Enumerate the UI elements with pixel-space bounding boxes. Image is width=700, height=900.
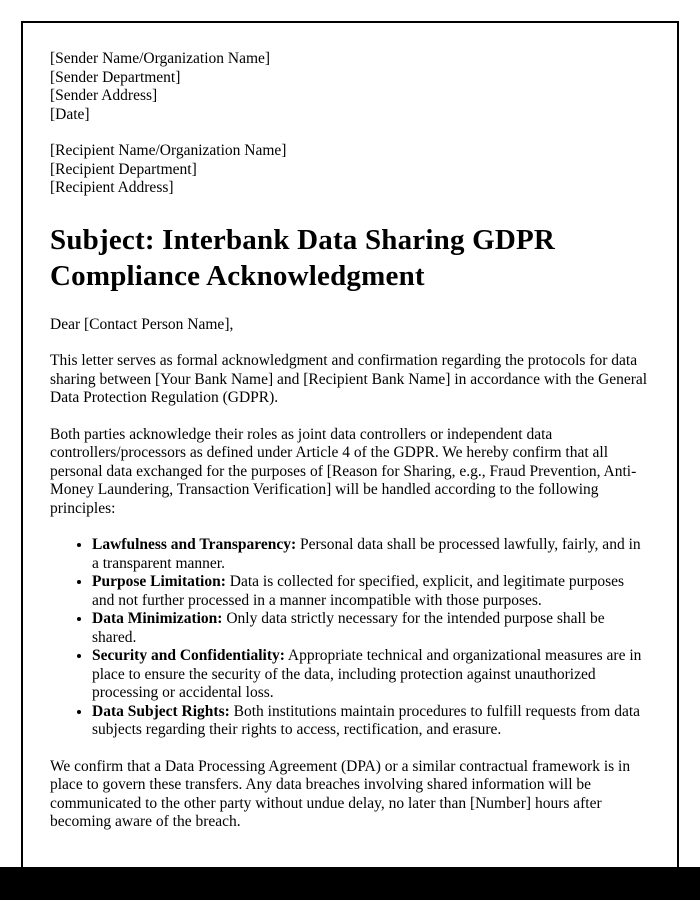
sender-name: [Sender Name/Organization Name] <box>50 50 271 67</box>
principle-label: Purpose Limitation: <box>92 573 226 590</box>
recipient-name: [Recipient Name/Organization Name] <box>50 142 287 159</box>
principle-item <box>92 573 649 610</box>
principle-label: Lawfulness and Transparency: <box>92 536 297 553</box>
principles-list <box>50 536 649 740</box>
body-paragraph-1: This letter serves as formal acknowledgment and confirmation regarding the protocols for data sharing between [Your Bank Name] and [Recipient Bank Name] in accordance with the General Data Protection Regulation (GDPR). <box>50 352 648 406</box>
letter-date: [Date] <box>50 105 90 123</box>
letter-content <box>23 23 677 832</box>
bottom-crop-bar <box>0 867 700 900</box>
principle-label: Data Subject Rights: <box>92 702 230 720</box>
recipient-address: [Recipient Address] <box>50 179 174 196</box>
sender-address: [Sender Address] <box>50 87 158 104</box>
recipient-department: [Recipient Department] <box>50 160 197 178</box>
principle-item <box>92 610 649 647</box>
body-paragraph-2: Both parties acknowledge their roles as joint data controllers or independent data controllers/processors as defined under Article 4 of the GDPR. We hereby confirm that all personal data exchanged for the purposes of [Reason for Sharing, e.g., Fraud Prevention, Anti-Money Laundering, Transaction Verification] will be handled according to the following principles: <box>50 425 637 517</box>
sender-block <box>50 50 649 124</box>
principle-label: Security and Confidentiality: <box>92 647 285 664</box>
body-paragraph-3: We confirm that a Data Processing Agreement (DPA) or a similar contractual framework is in place to govern these transfers. Any data breaches involving shared information will be communicated to the other party without undue delay, no later than [Number] hours after becoming aware of the breach. <box>50 757 631 830</box>
principle-text: Both institutions maintain procedures to fulfill requests from data subjects regarding their rights to access, rectification, and erasure. <box>92 702 641 738</box>
sender-department: [Sender Department] <box>50 68 181 86</box>
principle-text: Appropriate technical and organizational measures are in place to ensure the security of the data, including protection against unauthorized processing or accidental loss. <box>92 647 642 701</box>
subject-heading: Subject: Interbank Data Sharing GDPR Compliance Acknowledgment <box>50 223 556 292</box>
principle-item <box>92 536 649 573</box>
recipient-block <box>50 142 649 198</box>
salutation: Dear [Contact Person Name], <box>50 315 234 333</box>
letter-page <box>21 21 679 868</box>
principle-label: Data Minimization: <box>92 610 223 627</box>
principle-item <box>92 703 649 740</box>
principle-text: Personal data shall be processed lawfully, fairly, and in a transparent manner. <box>92 536 641 572</box>
principle-text: Data is collected for specified, explicit, and legitimate purposes and not further processed in a manner incompatible with those purposes. <box>92 573 625 609</box>
principle-item <box>92 647 649 703</box>
principle-text: Only data strictly necessary for the intended purpose shall be shared. <box>92 610 605 646</box>
